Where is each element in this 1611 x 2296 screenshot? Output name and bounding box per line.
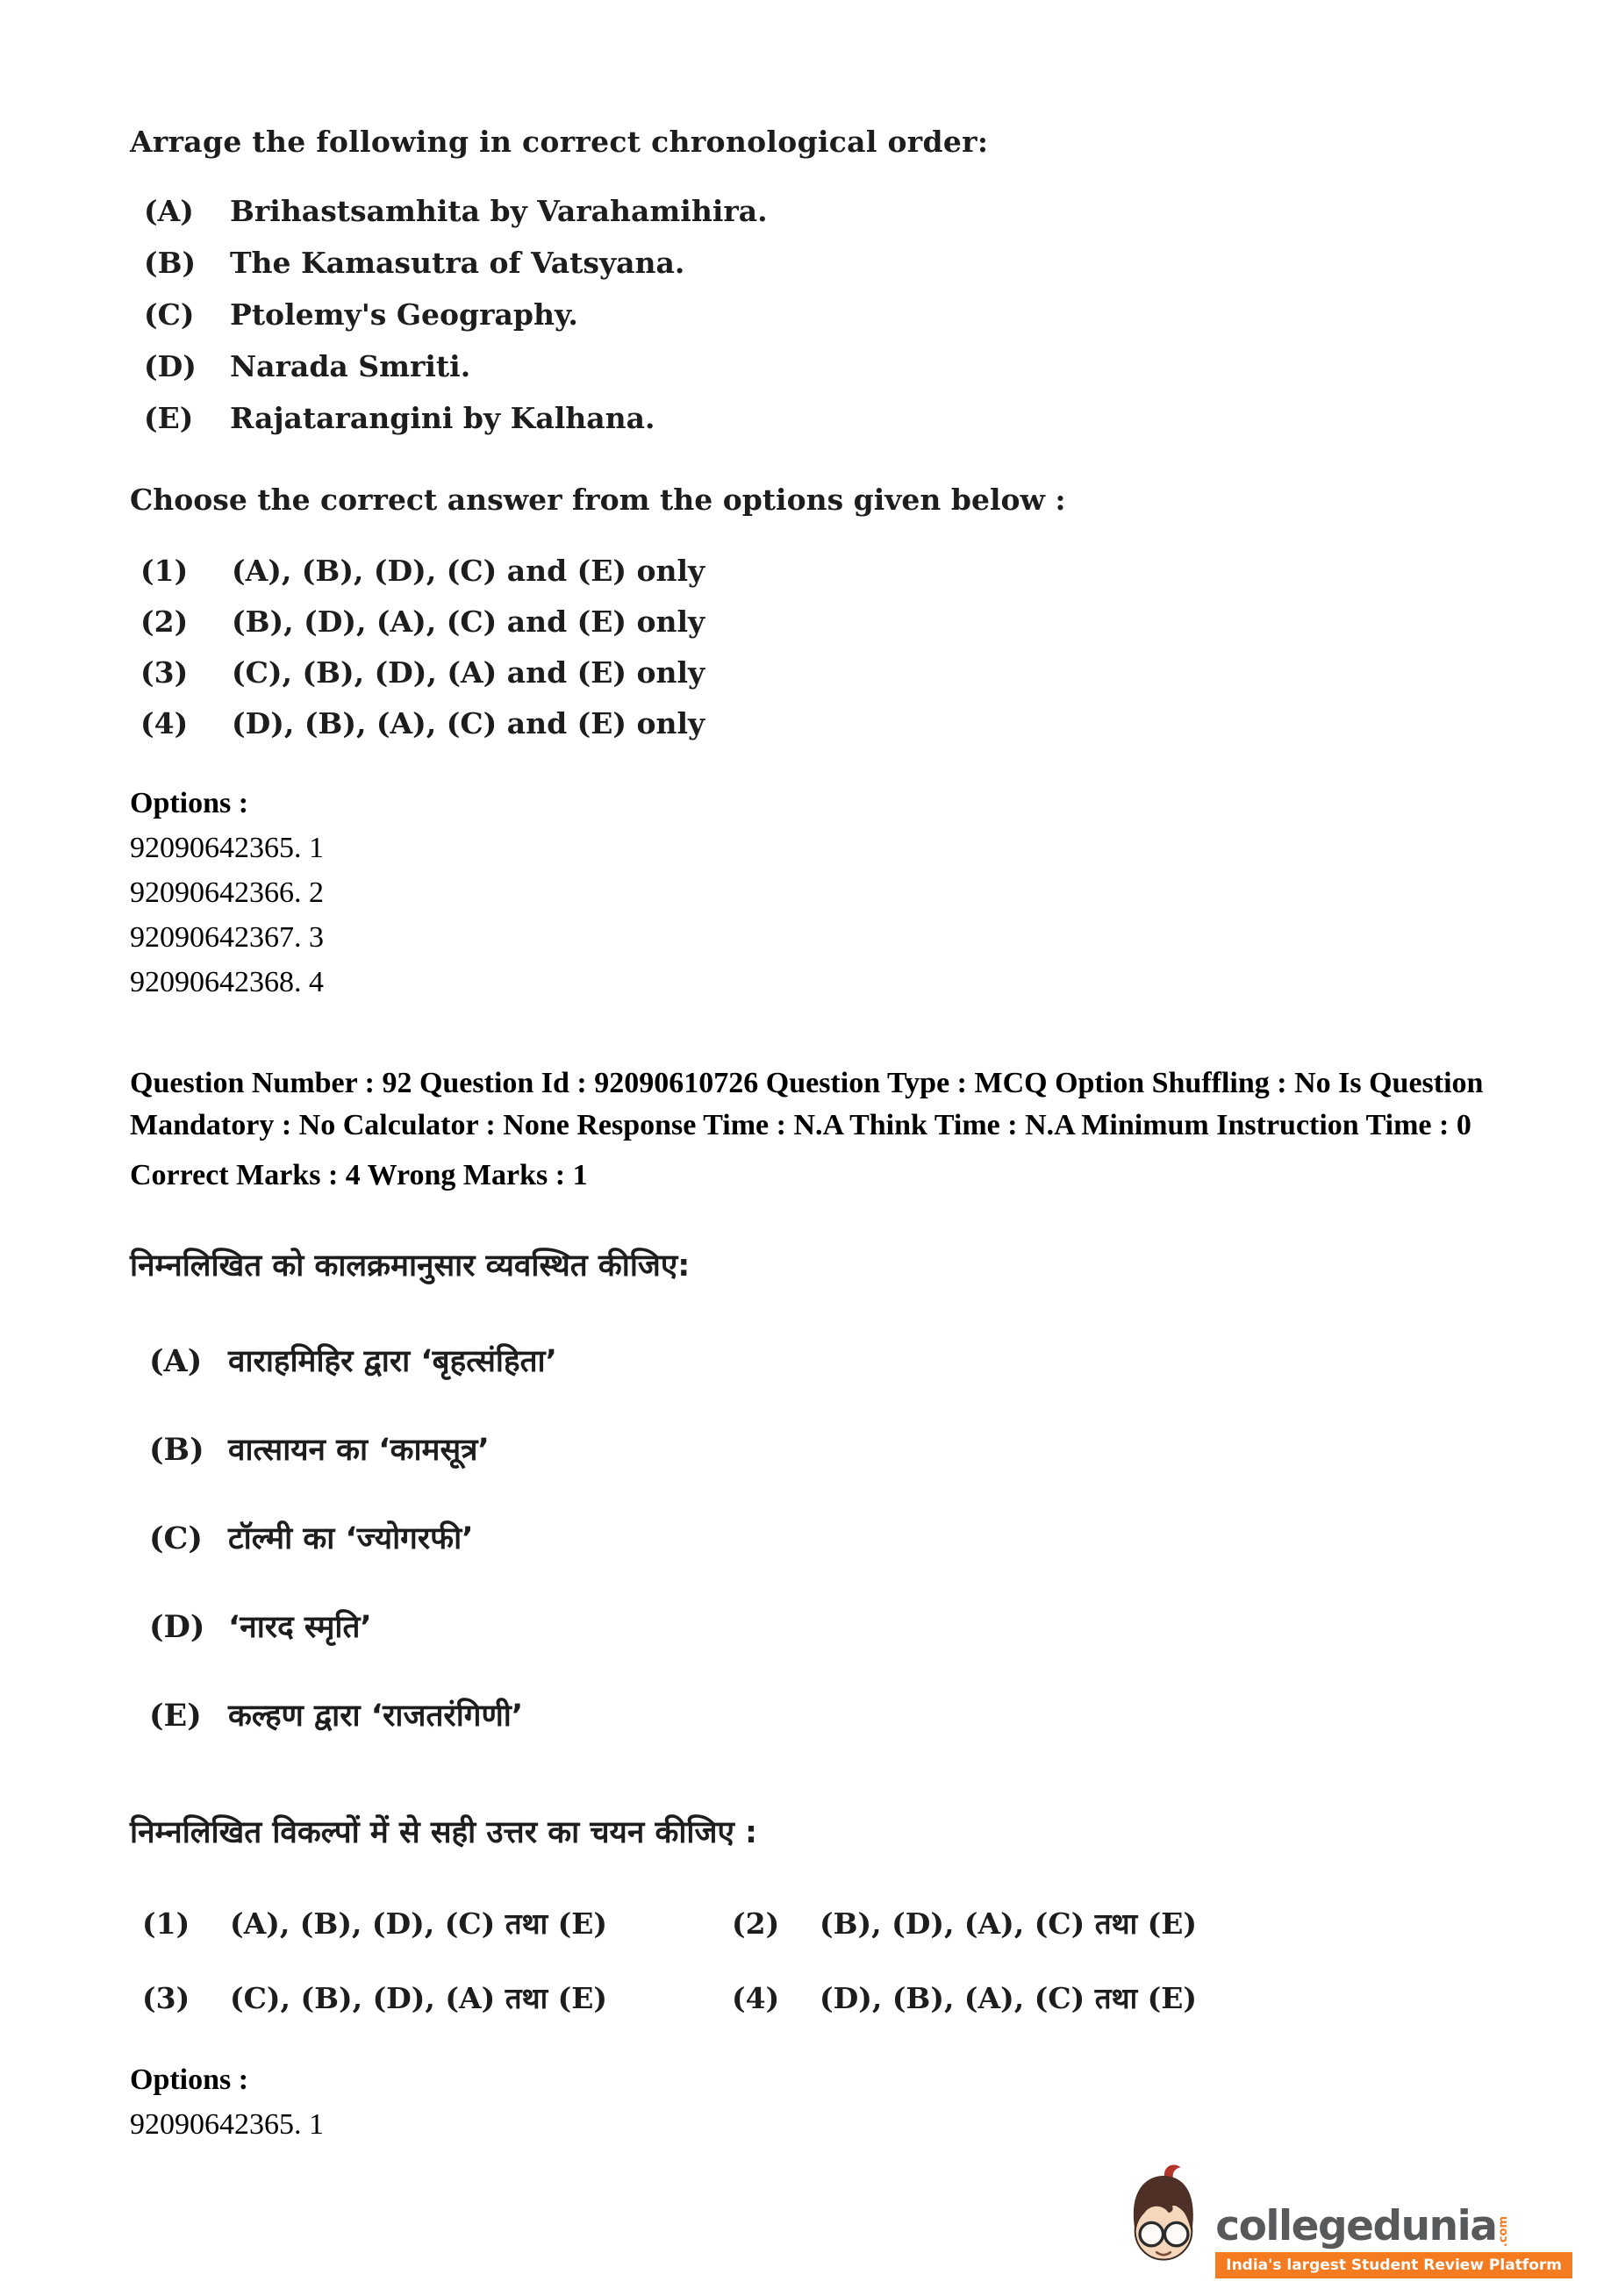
brand-name: collegedunia [1215, 2201, 1497, 2250]
question-metadata [130, 1062, 1504, 1197]
list-item [130, 1428, 1506, 1470]
option-row [142, 1978, 732, 2017]
option-number: (2) [140, 604, 189, 639]
option-text: (B), (D), (A), (C) तथा (E) [820, 1906, 1198, 1941]
metadata-line: Question Number : 92 Question Id : 92090610726 Question Type : MCQ Option Shuffling : No Is Question Mandatory : No Calculator : None Response Time : N.A Think Time : N.A Minimum Instruction Time : 0 [130, 1067, 1484, 1142]
option-number: (2) [732, 1906, 780, 1941]
option-row [732, 1978, 1321, 2017]
option-number: (4) [732, 1980, 780, 2015]
option-row [142, 1903, 732, 1942]
marks-line: Correct Marks : 4 Wrong Marks : 1 [130, 1158, 588, 1191]
item-text: वात्सायन का ‘कामसूत्र’ [228, 1432, 490, 1468]
list-item [130, 1517, 1506, 1558]
brand-suffix: .com [1497, 2215, 1511, 2247]
list-item [130, 194, 1506, 228]
option-row [732, 1903, 1321, 1942]
item-text: Ptolemy's Geography. [230, 297, 578, 332]
brand-tagline: India's largest Student Review Platform [1215, 2252, 1572, 2278]
item-text: Brihastsamhita by Varahamihira. [230, 194, 768, 228]
item-label: (B) [149, 1431, 204, 1468]
question-english-block [130, 125, 1506, 740]
list-item [130, 1340, 1506, 1381]
options-heading: Options : [130, 2063, 249, 2096]
option-grid-hi [130, 1903, 1506, 2017]
item-label: (A) [144, 194, 194, 228]
item-text: Narada Smriti. [230, 349, 471, 383]
list-item [130, 246, 1506, 280]
question-prompt-en: Arrage the following in correct chronological order: [130, 125, 989, 159]
option-row [130, 655, 1506, 690]
option-number: (1) [142, 1906, 190, 1941]
option-row [130, 706, 1506, 740]
list-item [130, 297, 1506, 332]
item-text: Rajatarangini by Kalhana. [230, 401, 655, 435]
option-text: (B), (D), (A), (C) and (E) only [232, 604, 705, 639]
item-label: (D) [144, 349, 197, 383]
options-heading: Options : [130, 787, 249, 819]
item-text: The Kamasutra of Vatsyana. [230, 246, 685, 280]
option-text: (A), (B), (D), (C) and (E) only [232, 554, 705, 588]
option-text: (C), (B), (D), (A) and (E) only [232, 655, 705, 690]
answer-id-row: 92090642365. 1 [130, 832, 324, 864]
question-hindi-block [130, 1244, 1506, 2017]
answer-id-row: 92090642367. 3 [130, 921, 324, 954]
option-number: (3) [140, 655, 189, 690]
answer-id-row: 92090642368. 4 [130, 966, 324, 998]
answer-id-block-2 [130, 2057, 1506, 2147]
choose-prompt-hi: निम्नलिखित विकल्पों में से सही उत्तर का चयन कीजिए : [130, 1814, 757, 1850]
item-label: (E) [149, 1697, 202, 1734]
answer-id-row: 92090642365. 1 [130, 2107, 324, 2141]
option-row [130, 604, 1506, 639]
option-text: (A), (B), (D), (C) तथा (E) [230, 1906, 608, 1941]
option-text: (C), (B), (D), (A) तथा (E) [230, 1980, 608, 2015]
item-label: (A) [149, 1342, 203, 1379]
brand-text-column [1215, 2201, 1572, 2278]
question-prompt-hi: निम्नलिखित को कालक्रमानुसार व्यवस्थित कीजिए: [130, 1248, 691, 1284]
option-text: (D), (B), (A), (C) and (E) only [232, 706, 705, 740]
list-item [130, 401, 1506, 435]
collegedunia-mascot-icon [1121, 2162, 1206, 2278]
option-number: (4) [140, 706, 189, 740]
item-label: (C) [144, 297, 195, 332]
item-text: ‘नारद स्मृति’ [228, 1609, 372, 1645]
choose-prompt-en: Choose the correct answer from the options given below : [130, 483, 1066, 517]
list-item [130, 1606, 1506, 1647]
option-number: (1) [140, 554, 189, 588]
item-label: (C) [149, 1520, 203, 1556]
collegedunia-watermark [1121, 2162, 1572, 2278]
brand-name-row [1215, 2201, 1511, 2250]
item-text: वाराहमिहिर द्वारा ‘बृहत्संहिता’ [228, 1343, 557, 1379]
item-label: (D) [149, 1608, 205, 1645]
item-text: टॉल्मी का ‘ज्योगरफी’ [228, 1520, 474, 1556]
item-text: कल्हण द्वारा ‘राजतरंगिणी’ [228, 1698, 524, 1734]
item-label: (E) [144, 401, 194, 435]
option-number: (3) [142, 1980, 190, 2015]
list-item [130, 1694, 1506, 1735]
answer-id-block-1 [130, 781, 1506, 1005]
item-label: (B) [144, 246, 197, 280]
option-text: (D), (B), (A), (C) तथा (E) [820, 1980, 1198, 2015]
list-item [130, 349, 1506, 383]
option-row [130, 554, 1506, 588]
answer-id-row: 92090642366. 2 [130, 876, 324, 909]
